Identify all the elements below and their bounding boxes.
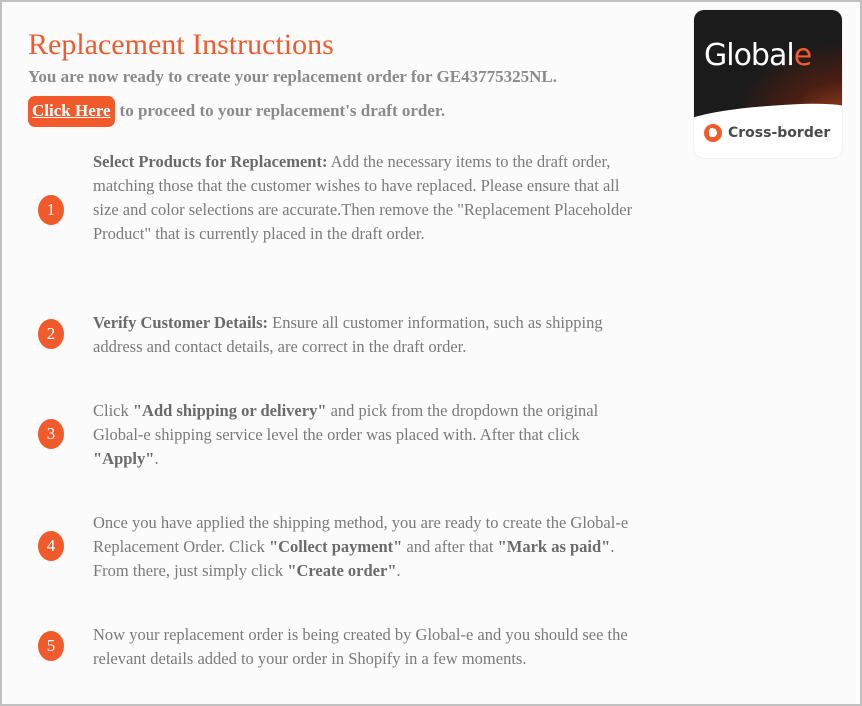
step-text bbox=[93, 311, 633, 359]
step-emphasis: "Add shipping or delivery" bbox=[132, 401, 327, 420]
globe-icon bbox=[704, 124, 722, 142]
click-here-button[interactable]: Click Here bbox=[28, 96, 115, 127]
step-body: Click bbox=[93, 401, 133, 420]
logo-tagline: Cross-border bbox=[728, 125, 831, 141]
logo-tagline-row bbox=[704, 124, 830, 142]
logo-wordmark bbox=[704, 38, 811, 73]
step-body: and pick from the dropdown the original Global-e shipping service level the order was placed with. After that click bbox=[93, 401, 599, 444]
page-title: Replacement Instructions bbox=[28, 28, 334, 61]
step-emphasis: "Mark as paid" bbox=[497, 537, 611, 556]
global-e-logo bbox=[694, 10, 842, 158]
step-emphasis: "Create order" bbox=[287, 561, 397, 580]
step-number-badge: 5 bbox=[38, 631, 64, 661]
step-body: . bbox=[154, 449, 159, 468]
step-number-badge: 1 bbox=[38, 195, 64, 225]
logo-brand-e: e bbox=[793, 38, 812, 73]
step-emphasis: "Apply" bbox=[93, 449, 155, 468]
step-body: . bbox=[396, 561, 401, 580]
step-number-badge: 4 bbox=[38, 531, 64, 561]
step-text: Now your replacement order is being created by Global-e and you should see the relevant details added to your order in Shopify in a few moments. bbox=[93, 625, 628, 668]
step-number-badge: 3 bbox=[38, 419, 64, 449]
step-heading: Select Products for Replacement: bbox=[93, 152, 328, 171]
step-body: . From there, just simply click bbox=[93, 537, 615, 580]
step-emphasis: "Collect payment" bbox=[268, 537, 403, 556]
step-number-badge: 2 bbox=[38, 319, 64, 349]
step-body: Add the necessary items to the draft order, matching those that the customer wishes to have replaced. Please ensure that all size and color selections are accurate.Then remove the "Replacement Placeholder Product" that is currently placed in the draft order. bbox=[93, 152, 633, 243]
logo-brand-main: Global bbox=[704, 38, 794, 73]
step-body: and after that bbox=[402, 537, 498, 556]
step-body: Ensure all customer information, such as shipping address and contact details, are correct in the draft order. bbox=[93, 313, 603, 356]
step-body: Once you have applied the shipping method, you are ready to create the Global-e Replacement Order. Click bbox=[93, 513, 629, 556]
cta-suffix-text: to proceed to your replacement's draft order. bbox=[119, 101, 446, 120]
cta-row bbox=[28, 95, 445, 127]
step-text bbox=[93, 150, 633, 246]
step-heading: Verify Customer Details: bbox=[93, 313, 269, 332]
step-text bbox=[93, 399, 633, 471]
step-text bbox=[93, 511, 633, 583]
order-ready-message: You are now ready to create your replacement order for GE43775325NL. bbox=[28, 67, 557, 86]
